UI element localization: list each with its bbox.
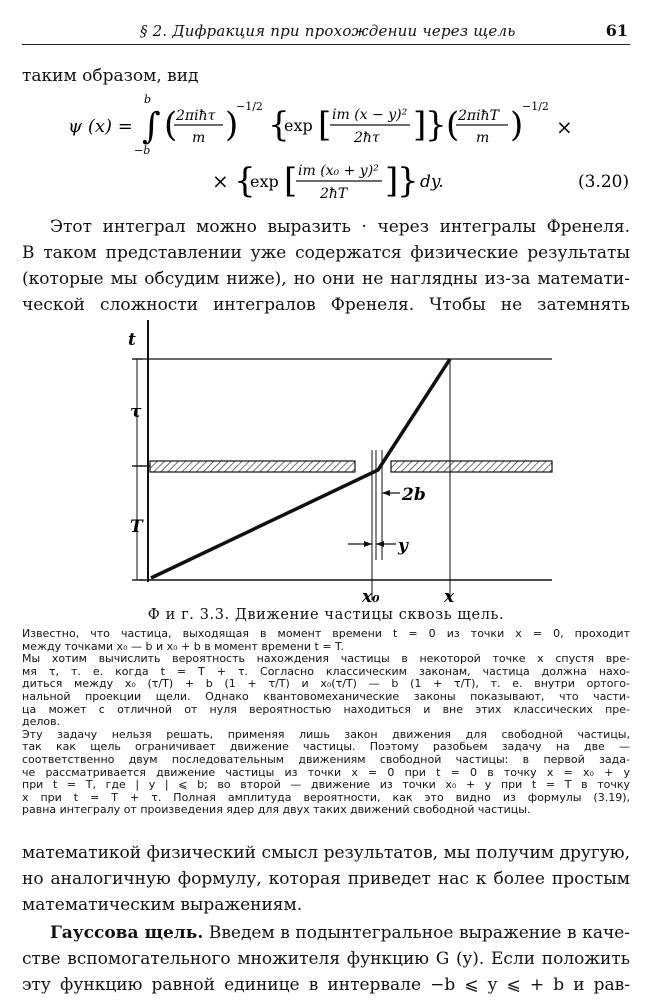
exp-label: exp <box>250 172 279 191</box>
paren-open: ( <box>446 105 460 145</box>
running-header-title: § 2. Дифракция при прохождении через щель <box>140 22 516 40</box>
figure-3-3-diagram <box>110 310 560 610</box>
label-x0: x₀ <box>362 587 380 607</box>
caption-line: ца может с отличной от нуля вероятностью находиться и вне этих классических пре- <box>22 702 630 716</box>
caption-line: соответственно двум последовательным движениям свободной частицы: в первой зада- <box>22 752 630 766</box>
caption-line: Эту задачу нельзя решать, применяя лишь закон движения для свободной частицы, <box>22 727 630 741</box>
integral-lower-limit: −b <box>134 144 151 154</box>
text-fragment: Введем в подынтегральное выражение в каче- <box>203 923 631 943</box>
text-line: ческой сложности интегралов Френеля. Чтобы не затемнять <box>22 295 630 315</box>
text-line: Этот интеграл можно выразить · через интегралы Френеля. <box>50 217 630 237</box>
label-x: x <box>444 587 455 607</box>
factor-denominator: 2ħT <box>320 186 348 202</box>
page-number: 61 <box>605 21 628 40</box>
times-sign: × <box>212 169 229 193</box>
text-line: математическим выражениям. <box>22 895 303 915</box>
equation-number: (3.20) <box>578 172 630 192</box>
caption-line: делов. <box>22 715 61 729</box>
paragraph-3 <box>22 920 630 998</box>
text-line: стве вспомогательного множителя функцию G (y). Если положить <box>22 949 630 969</box>
text-line: математикой физический смысл результатов, мы получим другую, <box>22 843 630 863</box>
arrow-head <box>376 541 384 547</box>
factor2-denominator: 2ħτ <box>354 130 380 146</box>
paragraph-2 <box>22 840 630 918</box>
label-2b: 2b <box>402 485 426 505</box>
brace-close: } <box>397 161 419 201</box>
figure-caption <box>22 628 630 817</box>
slit-wall-right <box>391 461 552 472</box>
factor2-numerator: im (x − y)² <box>332 107 408 123</box>
paren-close: ) <box>510 105 524 145</box>
factor3-numerator: 2πiħT <box>458 108 499 124</box>
caption-line: Известно, что частица, выходящая в момент времени t = 0 из точки x = 0, проходит <box>22 627 630 640</box>
text-line: В таком представлении уже содержатся физические результаты <box>22 243 630 263</box>
factor3-exponent: −1/2 <box>522 100 549 113</box>
arrow-head <box>364 541 372 547</box>
label-tau: τ <box>130 402 142 422</box>
caption-line: при t = T, где | y | ⩽ b; во второй — движение из точки x₀ + y при t = T в точку <box>22 778 630 792</box>
differential: dy. <box>420 172 444 192</box>
bracket-open: [ <box>318 105 332 145</box>
intro-text: таким образом, вид <box>22 66 199 86</box>
caption-line: че рассматривается движение частицы из точки x = 0 при t = 0 в точку x = x₀ + y <box>22 765 630 779</box>
figure-caption-title: Ф и г. 3.3. Движение частицы сквозь щель. <box>147 607 505 623</box>
integral-sign: ∫ <box>142 106 161 147</box>
caption-line: Мы хотим вычислить вероятность нахождения частицы в некоторой точке x спустя вре- <box>22 652 630 666</box>
bracket-close: ] <box>385 161 399 201</box>
paren-close: ) <box>225 105 239 145</box>
label-T: T <box>130 517 143 537</box>
text-line: эту функцию равной единице в интервале −b ⩽ y ⩽ + b и рав- <box>22 975 630 995</box>
caption-line: диться между x₀ (τ/T) + b (1 + τ/T) и x₀(τ/T) — b (1 + τ/T), т. е. внутри ортого- <box>22 677 630 691</box>
exp-label: exp <box>284 116 313 135</box>
caption-line: нальной проекции щели. Однако квантовомеханические законы показывают, что части- <box>22 689 630 703</box>
equation-3-20-line-1 <box>68 92 608 154</box>
caption-line: так как щель ограничивает движение частицы. Поэтому разобьем задачу на две — <box>22 740 630 754</box>
arrow-head <box>382 490 390 496</box>
brace-open: { <box>268 105 290 145</box>
bracket-open: [ <box>284 161 298 201</box>
factor1-exponent: −1/2 <box>236 100 263 113</box>
label-t: t <box>128 330 136 350</box>
paragraph-1 <box>22 214 630 318</box>
factor1-denominator: m <box>192 130 206 146</box>
slit-wall-left <box>150 461 355 472</box>
caption-line: мя τ, т. е. когда t = T + τ. Согласно классическим законам, частица должна нахо- <box>22 664 630 678</box>
brace-open: { <box>234 161 256 201</box>
brace-close: } <box>425 105 447 145</box>
integral-upper-limit: b <box>144 93 152 106</box>
text-line: (которые мы обсудим ниже), но они не наглядны из-за математи- <box>22 269 630 289</box>
section-title: Гауссова щель. <box>50 923 204 943</box>
factor1-numerator: 2πiħτ <box>176 108 216 124</box>
equation-3-20-line-2 <box>200 160 630 202</box>
times-sign: × <box>556 115 573 139</box>
caption-line: равна интегралу от произведения ядер для двух таких движений свободной частицы. <box>22 803 531 817</box>
caption-line: между точками x₀ — b и x₀ + b в момент времени t = T. <box>22 639 344 653</box>
factor3-denominator: m <box>476 130 490 146</box>
text-line <box>22 920 630 946</box>
text-line: но аналогичную формулу, которая приведет нас к более простым <box>22 869 630 889</box>
equation-lhs: ψ (x) = <box>68 116 133 137</box>
bracket-close: ] <box>413 105 427 145</box>
running-header <box>22 18 630 45</box>
paren-open: ( <box>164 105 178 145</box>
caption-line: x при t = T + τ. Полная амплитуда вероятности, как это видно из формулы (3.19), <box>22 790 630 804</box>
label-y: y <box>398 536 408 556</box>
factor-numerator: im (x₀ + y)² <box>298 163 379 179</box>
